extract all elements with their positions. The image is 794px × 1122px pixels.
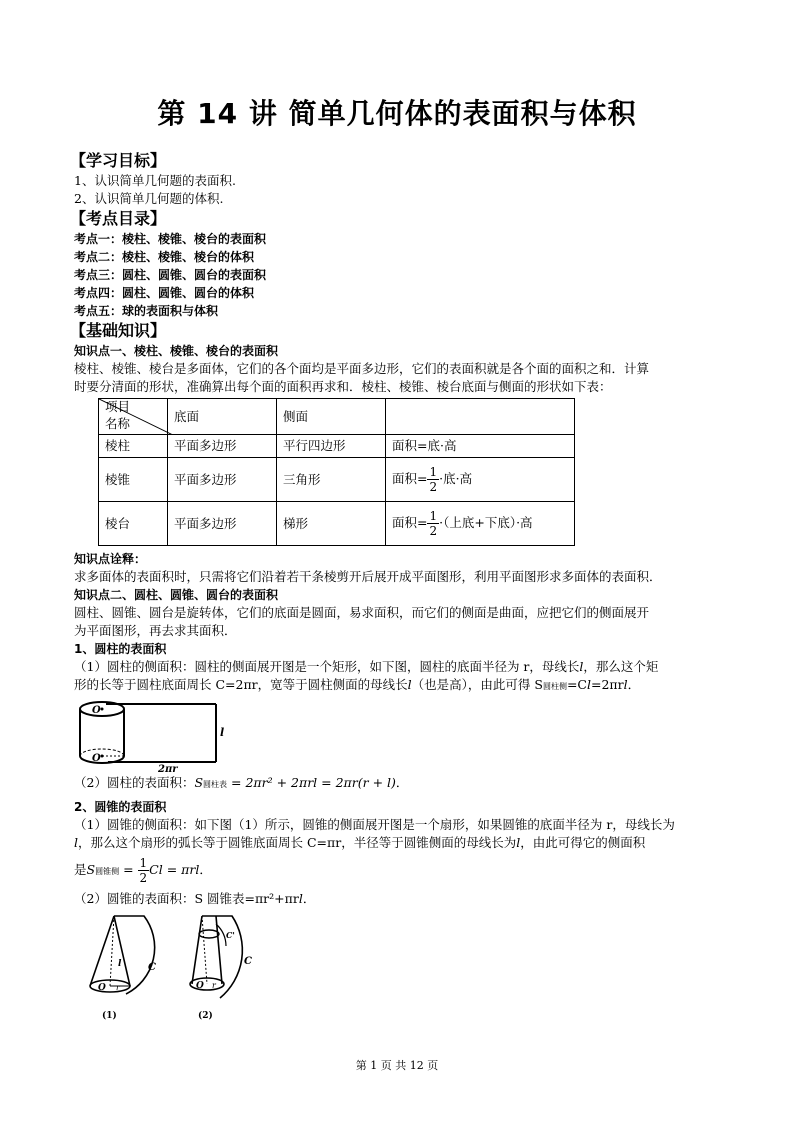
table-corner-cell (99, 399, 168, 435)
figure-1-label: (1) (102, 1011, 117, 1021)
label-O: O (98, 983, 106, 993)
frac-denominator: 2 (429, 524, 438, 538)
page-title: 第 14 讲 简单几何体的表面积与体积 (157, 97, 637, 130)
formula: = 2πr² + 2πrl = 2πr(r + l) (227, 775, 396, 790)
k2-paragraph: 圆柱、圆锥、圆台是旋转体，它们的底面是圆面，易求面积，而它们的侧面是曲面，应把它们的侧面展开 (74, 605, 650, 620)
k1-title: 知识点一、棱柱、棱锥、棱台的表面积 (74, 344, 279, 358)
fraction-half (427, 509, 439, 538)
text-run: ． (199, 862, 212, 877)
goal-item: 2、认识简单几何题的体积. (74, 191, 224, 206)
symbol-l: l (587, 677, 591, 692)
corner-top-label: 项目 (105, 399, 131, 414)
text-run: ，由此可得它的侧面积 (520, 835, 646, 850)
text-run: ，那么这个矩 (583, 659, 659, 674)
label-Cprime: C' (226, 930, 235, 940)
row-name: 棱锥 (99, 458, 168, 502)
text-run: （1）圆柱的侧面积：圆柱的侧面展开图是一个矩形，如下图，圆柱的底面半径为 r，母线长 (74, 659, 580, 674)
cone-lateral-formula: 是S圆锥侧 = $\frac{1}{2}$ Cl = πrl． (74, 856, 212, 885)
symbol-l: l (579, 659, 584, 674)
area-suffix: ·底·高 (439, 471, 473, 486)
toc-item: 考点一：棱柱、棱锥、棱台的表面积 (74, 232, 267, 246)
k2-paragraph: 为平面图形，再去求其面积． (74, 623, 237, 638)
formula: Cl = πrl (149, 862, 200, 877)
table-row (99, 435, 575, 458)
toc-heading: 【考点目录】 (70, 209, 167, 228)
text-run: ，那么这个扇形的弧长等于圆锥底面周长 C=πr，半径等于圆锥侧面的母线长为 (78, 835, 517, 850)
k1-paragraph: 时要分清面的形状，准确算出每个面的面积再求和．棱柱、棱锥、棱台底面与侧面的形状如下表： (74, 379, 612, 394)
page-footer: 第 1 页 共 12 页 (355, 1059, 439, 1072)
row-name: 棱台 (99, 502, 168, 546)
symbol-S: S (86, 862, 96, 877)
explain-title: 知识点诠释： (74, 552, 147, 566)
symbol-l: l (74, 835, 78, 850)
text-run: ． (302, 891, 316, 906)
text-run: ． (395, 775, 409, 790)
cone-surface-formula (74, 890, 734, 908)
text-run: 是 (74, 862, 87, 877)
frac-numerator: 1 (429, 509, 438, 523)
label-r: r (116, 983, 120, 992)
text-run: ． (627, 677, 641, 692)
row-bottom: 平面多边形 (168, 435, 277, 458)
text-run: （2）圆柱的表面积： (74, 775, 195, 790)
cone-paragraph (74, 834, 734, 852)
label-l: l (118, 959, 122, 969)
header-side: 侧面 (277, 399, 386, 435)
fraction-half (427, 465, 439, 494)
area-prefix: 面积= (392, 515, 428, 530)
row-area (386, 458, 575, 502)
row-side: 梯形 (277, 502, 386, 546)
header-area (386, 399, 575, 435)
label-C: C (244, 956, 252, 967)
subscript: 圆柱侧 (542, 682, 567, 691)
k2-title: 知识点二、圆柱、圆锥、圆台的表面积 (74, 588, 279, 602)
subscript: 圆锥侧 (95, 867, 120, 876)
label-O: O (92, 705, 101, 716)
fraction-half (138, 856, 150, 885)
symbol-l: l (516, 835, 521, 850)
label-O: O (92, 753, 101, 764)
cylinder-unfold-figure (78, 700, 248, 772)
area-prefix: 面积= (392, 471, 428, 486)
cone-unfold-figures (76, 914, 296, 1024)
cylinder-paragraph (74, 658, 734, 676)
shape-table (98, 398, 575, 546)
table-row (99, 458, 575, 502)
goals-heading: 【学习目标】 (70, 151, 167, 170)
row-side: 平行四边形 (277, 435, 386, 458)
corner-bottom-label: 名称 (105, 416, 131, 431)
label-r: r (212, 981, 216, 990)
area-suffix: ·（上底+下底）·高 (439, 515, 533, 530)
label-l: l (220, 726, 225, 739)
frac-denominator: 2 (139, 871, 148, 885)
content (70, 150, 734, 1024)
k1-paragraph: 棱柱、棱锥、棱台是多面体，它们的各个面均是平面多边形，它们的表面积就是各个面的面积之和．计算 (74, 361, 650, 376)
symbol-l: l (298, 891, 303, 906)
toc-item: 考点五：球的表面积与体积 (74, 304, 219, 318)
row-area: 面积=底·高 (386, 435, 575, 458)
symbol-S: S (194, 775, 204, 790)
goal-item: 1、认识简单几何题的表面积. (74, 173, 236, 188)
header-bottom: 底面 (168, 399, 277, 435)
text-run: （也是高），由此可得 S (411, 677, 543, 692)
text-run: =C (566, 677, 587, 692)
label-C: C (148, 962, 156, 973)
cone-paragraph: （1）圆锥的侧面积：如下图（1）所示，圆锥的侧面展开图是一个扇形，如果圆锥的底面半径为 r，母线长为 (74, 817, 675, 832)
cone-title: 2、圆锥的表面积 (74, 800, 167, 814)
row-area (386, 502, 575, 546)
frac-numerator: 1 (139, 856, 148, 870)
row-bottom: 平面多边形 (168, 502, 277, 546)
row-bottom: 平面多边形 (168, 458, 277, 502)
label-2pir: 2πr (158, 764, 178, 772)
cylinder-paragraph (74, 676, 734, 696)
toc-item: 考点四：圆柱、圆锥、圆台的体积 (74, 286, 255, 300)
row-side: 三角形 (277, 458, 386, 502)
cylinder-title: 1、圆柱的表面积 (74, 642, 167, 656)
figure-2-label: (2) (198, 1011, 213, 1021)
explain-text: 求多面体的表面积时，只需将它们沿着若干条棱剪开后展开成平面图形，利用平面图形求多面体的表面积． (74, 569, 662, 584)
label-O: O (196, 981, 204, 991)
frac-denominator: 2 (429, 480, 438, 494)
cylinder-surface-formula (74, 774, 734, 794)
row-name: 棱柱 (99, 435, 168, 458)
symbol-l: l (407, 677, 412, 692)
symbol-l: l (623, 677, 628, 692)
toc-item: 考点二：棱柱、棱锥、棱台的体积 (74, 250, 255, 264)
text-run: （2）圆锥的表面积：S 圆锥表=πr²+πr (74, 891, 299, 906)
frac-numerator: 1 (429, 465, 438, 479)
toc-item: 考点三：圆柱、圆锥、圆台的表面积 (74, 268, 267, 282)
text-run: =2πr (591, 677, 624, 692)
text-run: 形的长等于圆柱底面周长 C=2πr，宽等于圆柱侧面的母线长 (74, 677, 408, 692)
basics-heading: 【基础知识】 (70, 321, 167, 340)
subscript: 圆柱表 (203, 780, 228, 789)
table-row (99, 502, 575, 546)
